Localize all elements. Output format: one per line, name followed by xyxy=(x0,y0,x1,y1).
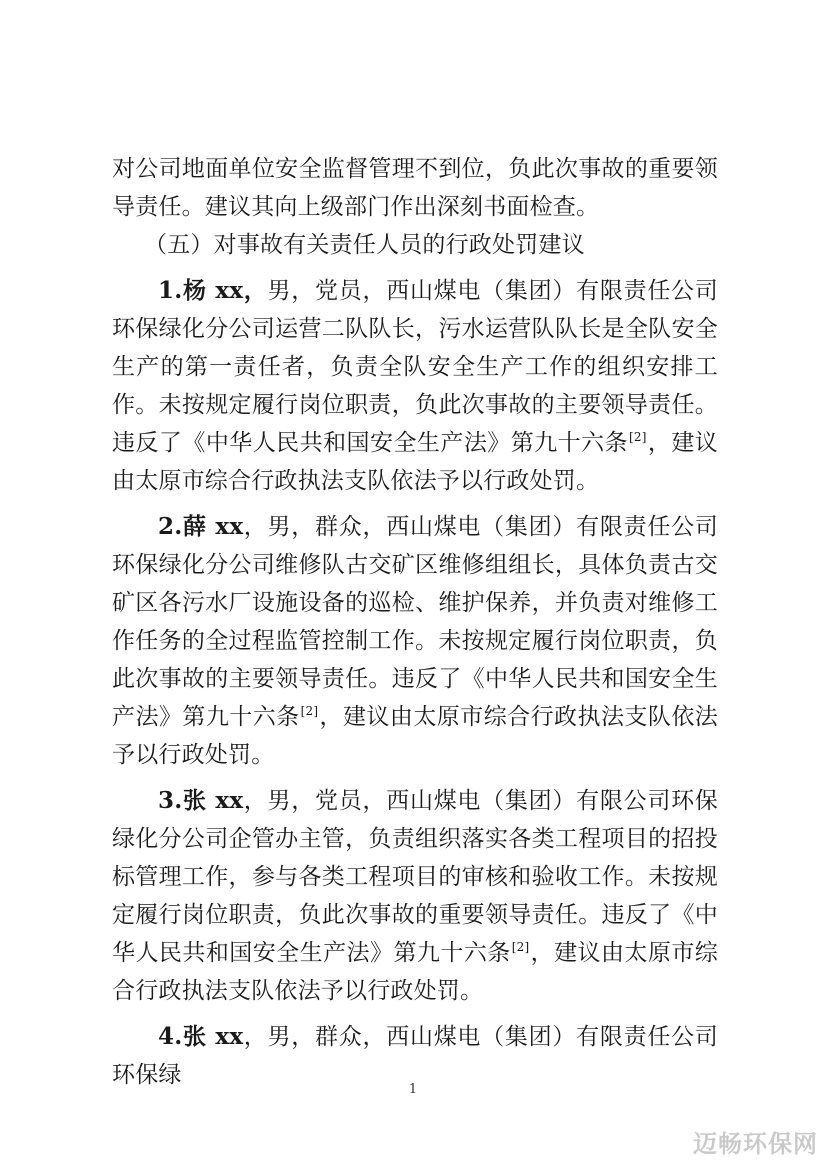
list-item xyxy=(112,272,718,500)
section-heading: （五）对事故有关责任人员的行政处罚建议 xyxy=(144,232,585,258)
footnote-ref: [2] xyxy=(511,940,530,955)
person-name: 1.杨 xx， xyxy=(158,277,268,304)
person-name: 2.薛 xx xyxy=(158,513,244,540)
list-item xyxy=(112,782,718,1010)
item-text-tail: ，建议由太原市综合行政执法支队依法予以行政处罚。 xyxy=(112,940,718,1004)
person-name: 3.张 xx xyxy=(158,787,244,814)
item-text: ，男，群众，西山煤电（集团）有限责任公司环保绿化分公司维修队古交矿区维修组组长，具体负责古交矿区各污水厂设施设备的巡检、维护保养，并负责对维修工作任务的全过程监管控制工作。未按规定履行岗位职责，负此次事故的主要领导责任。违反了《中华人民共和国安全生产法》第九十六条 xyxy=(112,514,718,730)
item-text: ，男，群众，西山煤电（集团）有限责任公司环保绿 xyxy=(112,1024,718,1088)
footnote-ref: [2] xyxy=(629,430,647,445)
person-name: 4.张 xx xyxy=(158,1023,244,1050)
item-text: ，男，党员，西山煤电（集团）有限公司环保绿化分公司企管办主管，负责组织落实各类工程项目的招投标管理工作，参与各类工程项目的审核和验收工作。未按规定履行岗位职责，负此次事故的重要领导责任。违反了《中华人民共和国安全生产法》第九十六条 xyxy=(112,788,718,966)
continuation-paragraph: 对公司地面单位安全监督管理不到位，负此次事故的重要领导责任。建议其向上级部门作出深刻书面检查。 xyxy=(112,156,718,220)
watermark-logo: 迈畅环保网 xyxy=(693,1130,818,1158)
item-text-tail: ，建议由太原市综合行政执法支队依法予以行政处罚。 xyxy=(112,704,718,768)
list-item xyxy=(112,508,718,774)
item-text: 男，党员，西山煤电（集团）有限责任公司环保绿化分公司运营二队队长，污水运营队队长是全队安全生产的第一责任者，负责全队安全生产工作的组织安排工作。未按规定履行岗位职责，负此次事故的主要领导责任。违反了《中华人民共和国安全生产法》第九十六条 xyxy=(112,278,718,456)
page-number: 1 xyxy=(408,1082,418,1097)
document-body xyxy=(112,150,718,1094)
item-text-tail: ，建议由太原市综合行政执法支队依法予以行政处罚。 xyxy=(112,430,718,494)
footnote-ref: [2] xyxy=(300,704,319,719)
